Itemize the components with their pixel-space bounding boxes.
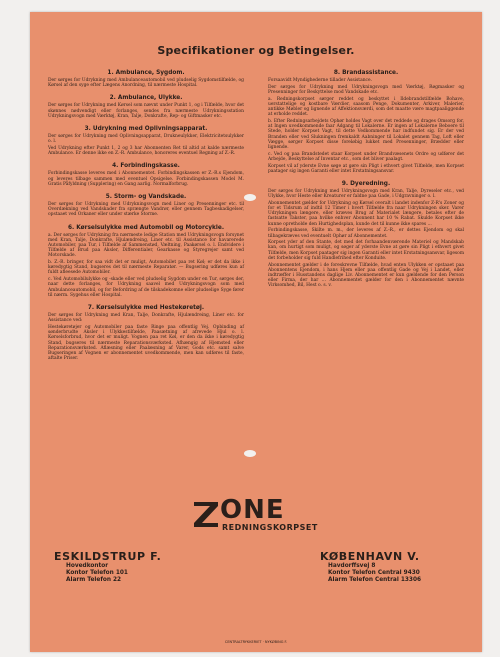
document-sheet: [30, 12, 482, 652]
office-eskildstrup: [54, 550, 161, 584]
office-line: Kontor Telefon Central 9430: [328, 570, 420, 576]
punch-hole-top: [244, 194, 256, 201]
section-paragraph: Korpset vil af yderste Evne søge at gøre sin Pligt i ethvert givet Tilfælde, men Korpset paatager sig ingen Garanti eller intet Erstatningsansvar.: [268, 163, 464, 174]
section-paragraph: Korpset yder af den Stante, det med det forhaandenværende Materiel og Mandskab kan, om hurtigt som muligt, og søger af yderste Evne at gøre sin Pligt i ethvert givet Tilfælde, men Korpset paatager sig ingen Garanti eller intet Erstatningsansvar, ligesom det forbeholder sig fuld Handlefrihed efter Konduite.: [268, 240, 464, 261]
section: [268, 70, 464, 174]
punch-hole-bottom: [244, 450, 256, 457]
zone-logo: [182, 497, 342, 537]
section-paragraph: Forbindingskasse, Skilte m. m., der leveres af Z.-R., er dettes Ejendom og skal tilbagekræves ved eventuelt Ophør af Abonnementet.: [268, 228, 464, 239]
office-koebenhavn: [320, 550, 421, 584]
section-heading: 8. Brandassistance.: [333, 70, 399, 76]
office-city: KØBENHAVN V.: [320, 550, 420, 563]
office-line: Havdorffsvej 8: [328, 563, 376, 569]
office-line: Alarm Telefon Central 13306: [328, 577, 422, 583]
zone-z-mark-icon: [192, 499, 220, 529]
section-paragraph: Forbindingskasse leveres med i Abonnementet. Forbindingskassen er Z.-R.s Ejendom, og leveres tilbage sammen med eventuel Opsigelse. Forbindingskassen Model M. Gratis Påfyldning (Supplering) en Gang aarlig. Normalforbrug.: [48, 171, 244, 187]
logo-subtitle: REDNINGSKORPSET: [222, 523, 318, 532]
section-paragraph: Der sørges for Udrykning med Ambulanceautomobil ved pludselig Sygdomstilfælde, og Kørsel af den syge efter Lægens Anordning, til nærmeste Hospital.: [48, 78, 244, 89]
section-heading: 6. Kørselsulykke med Automobil og Motorcykle.: [67, 224, 225, 231]
section-heading: 5. Storm- og Vandskade.: [105, 193, 187, 200]
section-paragraph: a. Redningskorpset sørger reddet og beskyttet i Ildebrandstilfælde Bohave, uerstattelige og kostbare Værdier, saasom Penge, Dokumenter, Arkiver, Malerier, antikke Møbler og lignende af Affektionsværdi, som det maatte være magtpaaliggende at erholde reddet.: [268, 96, 464, 118]
logo-word: ONE: [220, 495, 285, 525]
section-paragraph: Der sørges for Udrykning med Udrykningsvogn med Liner og Presenninger etc. til Overdækning ved Vandskader fra sprængte Vandrør, eller gennem Tagbeskadigelser, opstaaet ved Orkaner eller under stærke Storme.: [48, 201, 244, 218]
right-column: [268, 70, 464, 296]
section-paragraph: b. Z.-R. bringer, for saa vidt det er muligt, Automobilet paa ret Køl; er det da ikke i køredygtig Stand, bugseres det til nærmeste Reparatør. — Bugsering udføres kun af fuldt afleesede Automobiler.: [48, 260, 244, 276]
section-paragraph: Der sørges for Udrykning med Kran, Talje, Donkrafte, Hjulændreing, Liner etc. for Assistance ved:: [48, 312, 244, 324]
section: [268, 181, 464, 289]
section-paragraph: Hestekøretøjer og Automobiler paa faste Ringe paa offentlig Vej. Opbinding af sønderbrudte Aksler i Ulykkestilfælde, Paasætning af afrevede Hjul o. l. Kørselsforbrud, hvor det er muligt. Vognen paa ret Køl, er den da ikke i køredygtig Stand, bugseres til nærmeste Reparationsværksted. Afhængig af Hjemsted eller Reparationsværksted. Aflæsning eller Paalæsning af Varer, Gods etc. samt salve Bugseringen af Vognen er abonnementet uvedkommende, men kan udføres til faste, aftalte Priser.: [48, 324, 244, 362]
section-paragraph: a. Der sørges for Udrykning fra nærmeste ledige Station med Udrykningsvogn forsynet med Kran, Talje, Donkrafte, Hjulændreing, Liner etc. til Assistance for havarerede Automobiler, paa Tur, i Tilfælde af Sammenstød, Væltning, Paakørsel o. l. Endvidere i Tilfælde af Brud paa Aksler, Differentialer, Gearkasse og Styregrejer samt ved Motorskade.: [48, 232, 244, 259]
printer-imprint: CENTRALTRYKKERIET · NYKØBING F.: [224, 640, 288, 644]
section-paragraph: Ved Udrykning efter Punkt 1, 2 og 3 har Abonnenten Ret til altid at kalde nærmeste Ambulance. Er denne ikke en Z.-R. Ambulance, honoreres eventuel Regning af Z.-R.: [48, 145, 244, 157]
document-title: Specifikationer og Betingelser.: [157, 44, 355, 57]
section-paragraph: Der sørges for Udrykning med Udrykningsvogn med Kran, Talje, Dyreseler etc., ved Ulykke, hvor Heste eller Kreaturer er faldne paa Gade, i Udgravninger o. l.: [268, 188, 464, 200]
section: [48, 305, 244, 361]
section-heading: 7. Kørselsulykke med Hestekøretøj.: [87, 304, 205, 311]
office-line: Hovedkontor: [66, 563, 109, 569]
office-line: Kontor Telefon 101: [66, 570, 128, 576]
office-city: ESKILDSTRUP F.: [54, 550, 162, 563]
section: [48, 126, 244, 156]
section-paragraph: Forsaavidt Myndighederne tillader Assistance.: [268, 78, 372, 83]
section-paragraph: c. Ved Automobilulykke og -skade eller ved pludselig Sygdom under en Tur, sørges der, naar dette forlanges, for Udrykning saavel med Udrykningsvogn som med Ambulanceautomobil, og for Befordring af de tilskadekomne eller pludselige Syge fører til nærm. Sygehus eller Hospital.: [48, 277, 244, 298]
section-paragraph: Der sørges for Udrykning med Oplivningsapparat, Drukneulykker, Elektricitetsulykker o. l.: [48, 134, 244, 145]
section-heading: 2. Ambulance, Ulykke.: [109, 95, 183, 102]
section-heading: 3. Udrykning med Oplivningsapparat.: [84, 126, 208, 133]
section-paragraph: Abonnementet gælder i de foreskrevne Tilfælde, hvad enten Ulykken er opstaaet paa Abonnentens Ejendom, i hans Hjem eller paa offentlig Gade og Vej i Landet, eller indtræffer i Husstandens daglige Liv. Abonnementet er kun gældende for den Person eller Firma, der har ... Abonnementet gælder for den i Abonnementet nævnte Virksomhed, Bil, Hest o. s. v.: [268, 262, 464, 289]
section-heading: 1. Ambulance, Sygdom.: [107, 70, 185, 76]
section-paragraph: Der sørges for Udrykning med Udrykningsvogn med Værktøj, Røgmasker og Presenninger for Beskyttelse mod Vandskade etc.: [268, 84, 464, 95]
section-paragraph: Der sørges for Udrykning med Kørsel som nævnt under Punkt 1, og i Tilfælde, hvor det skønnes nødvendigt eller forlanges, sendes fra nærmeste Udrykningsstation Udrykningsvogn med Værktøj, Kran, Talje, Donkrafte, Rep- og Giftmasker etc.: [48, 103, 244, 119]
section: [48, 163, 244, 187]
section: [48, 225, 244, 298]
section-heading: 4. Forbindingskasse.: [112, 163, 180, 170]
section-paragraph: Abonnementet gælder for Udrykning og Kørsel overalt i landet indenfor Z-R's Zoner og for et Tidsrum af indtil 12 Timer i hvert Tilfælde fra naar Udrykningen sker. Varer Udrykningen længere, eller kræves Brug af Materialet længere, betales efter de fastsatte Takster, paa hvilke enhver Abonnent har 10 % Rabat. Skulde Korpset ikke kunne opretholde den Hurtighedsplan, kunde det til kunne ikke spares ...: [268, 200, 464, 227]
section: [48, 70, 244, 88]
section-heading: 9. Dyeredning.: [341, 180, 391, 187]
office-line: Alarm Telefon 22: [66, 577, 122, 583]
section-paragraph: c. Ved og paa Brandstedet staar Korpset under Brandvæsenets Ordre og udfører det Arbejde, Beskyttelse af Inventar etc., som det bliver paalagt.: [268, 151, 464, 162]
section: [48, 95, 244, 119]
left-column: [48, 70, 244, 368]
section: [48, 194, 244, 218]
section-paragraph: b. Efter Redningsarbejdets Ophør holdes Vagt over det reddede og drages Omsorg for, at Ingen uvedkommende faar Adgang til Lokalerne. Er ingen af Lokalerne Beboere til Stede, holder Korpset Vagt, til dette Vedkommende har indfundet sig. Er der ved Branden eller ved Slukningen fremkaldt Aabninger til Lokalet gennem Tag, Loft eller Vægge, sørger Korpset disse foreløbig lukket med Presenninger, Brædder eller lignende.: [268, 118, 464, 150]
